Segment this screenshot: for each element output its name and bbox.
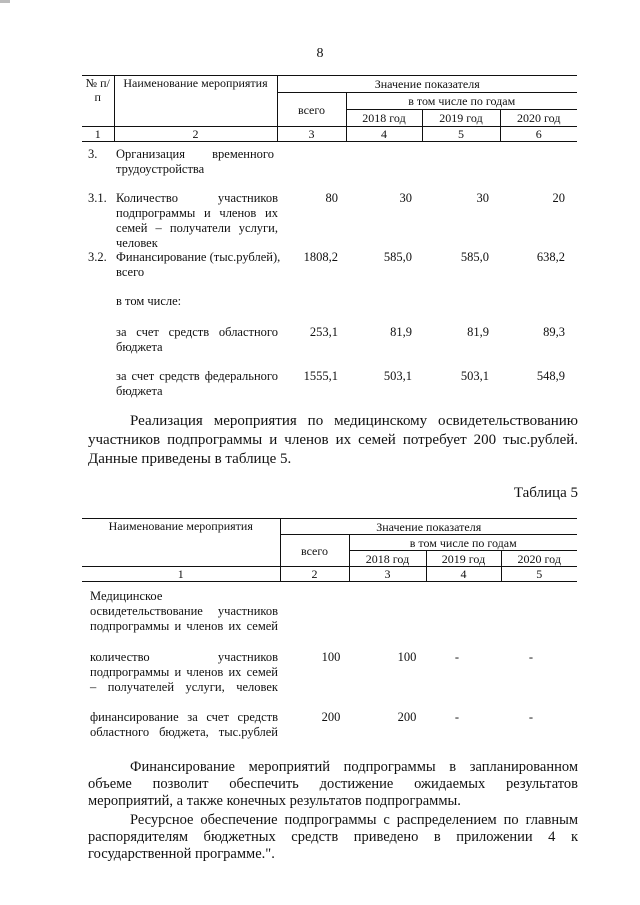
t1-row-no: 3. bbox=[88, 147, 98, 161]
t1-row-2020: 638,2 bbox=[536, 250, 565, 264]
t1-row-2019: 503,1 bbox=[460, 369, 489, 383]
t2-col-number: 4 bbox=[426, 567, 501, 582]
t2-col-number: 5 bbox=[501, 567, 577, 582]
t2-year-header: 2018 год bbox=[349, 551, 426, 567]
t1-by-years-header: в том числе по годам bbox=[346, 93, 577, 110]
t1-row-2019: 81,9 bbox=[467, 325, 489, 339]
t2-col-name-header: Наименование мероприятия bbox=[82, 519, 280, 567]
t1-row-name: в том числе: bbox=[116, 294, 182, 308]
t1-row-total: 1555,1 bbox=[303, 369, 338, 383]
t1-row-2018: 30 bbox=[399, 191, 412, 205]
t2-row-2019: - bbox=[454, 650, 460, 664]
t2-col-number: 1 bbox=[82, 567, 280, 582]
t1-row-2020: 89,3 bbox=[543, 325, 565, 339]
t2-row-total: 200 bbox=[321, 710, 341, 724]
t1-row-name: Количество участников подпрограммы и членов их семей – получатели услуги, человек bbox=[116, 191, 278, 250]
t1-row-total: 80 bbox=[325, 191, 338, 205]
t2-total-header: всего bbox=[280, 535, 349, 567]
t1-row-name: Финансирование (тыс.рублей), всего bbox=[116, 250, 281, 279]
t1-row-name: за счет средств областного бюджета bbox=[116, 325, 278, 354]
paragraph-1: Реализация мероприятия по медицинскому освидетельствованию участников подпрограммы и членов их семей потребует 200 тыс.рублей. Данные приведены в таблице 5. bbox=[88, 413, 578, 467]
page-number: 8 bbox=[316, 46, 324, 61]
t1-col-number: 1 bbox=[82, 127, 114, 142]
t1-col-number: 6 bbox=[500, 127, 577, 142]
t1-row-no: 3.1. bbox=[88, 191, 107, 205]
t1-col-number: 4 bbox=[346, 127, 422, 142]
t1-row-name: за счет средств федерального бюджета bbox=[116, 369, 278, 398]
t1-col-number: 2 bbox=[114, 127, 277, 142]
t2-year-header: 2019 год bbox=[426, 551, 501, 567]
t1-col-number: 3 bbox=[277, 127, 346, 142]
paragraph-2: Финансирование мероприятий подпрограммы в запланированном объеме позволит обеспечить достижение ожидаемых результатов мероприятий, а также конечных результатов подпрограммы. bbox=[88, 759, 578, 809]
t1-row-2020: 20 bbox=[552, 191, 565, 205]
t1-col-name-header: Наименование мероприятия bbox=[114, 76, 277, 127]
t2-col-number: 2 bbox=[280, 567, 349, 582]
t1-total-header: всего bbox=[277, 93, 346, 127]
t1-row-2020: 548,9 bbox=[536, 369, 565, 383]
t2-col-number: 3 bbox=[349, 567, 426, 582]
t1-value-header: Значение показателя bbox=[277, 76, 577, 93]
t1-year-header: 2019 год bbox=[422, 110, 500, 127]
t1-row-2018: 503,1 bbox=[383, 369, 412, 383]
t1-year-header: 2020 год bbox=[500, 110, 577, 127]
t1-row-name: Организация временного трудоустройства bbox=[116, 147, 274, 176]
t1-row-total: 1808,2 bbox=[303, 250, 338, 264]
t2-row-2018: 100 bbox=[397, 650, 417, 664]
t2-row-name: Медицинское освидетельствование участников подпрограммы и членов их семей bbox=[90, 589, 278, 633]
t2-year-header: 2020 год bbox=[501, 551, 577, 567]
t2-value-header: Значение показателя bbox=[280, 519, 577, 535]
t2-row-2020: - bbox=[528, 710, 534, 724]
t1-row-total: 253,1 bbox=[309, 325, 338, 339]
t2-row-name: финансирование за счет средств областного бюджета, тыс.рублей bbox=[90, 710, 278, 739]
t1-col-no-header: № п/п bbox=[82, 76, 114, 127]
t2-row-name: количество участников подпрограммы и членов их семей – получателей услуги, человек bbox=[90, 650, 278, 694]
t1-row-no: 3.2. bbox=[88, 250, 107, 264]
paragraph-3: Ресурсное обеспечение подпрограммы с распределением по главным распорядителям бюджетных средств приведено в приложении 4 к государственной программе.". bbox=[88, 812, 578, 862]
t2-row-2018: 200 bbox=[397, 710, 417, 724]
t1-row-2018: 585,0 bbox=[383, 250, 412, 264]
t1-row-2019: 30 bbox=[476, 191, 489, 205]
t2-row-total: 100 bbox=[321, 650, 341, 664]
t2-row-2020: - bbox=[528, 650, 534, 664]
t2-by-years-header: в том числе по годам bbox=[349, 535, 577, 551]
t1-year-header: 2018 год bbox=[346, 110, 422, 127]
t1-row-2018: 81,9 bbox=[390, 325, 412, 339]
t1-col-number: 5 bbox=[422, 127, 500, 142]
t1-row-2019: 585,0 bbox=[460, 250, 489, 264]
t2-row-2019: - bbox=[454, 710, 460, 724]
table-5-label: Таблица 5 bbox=[513, 485, 578, 501]
